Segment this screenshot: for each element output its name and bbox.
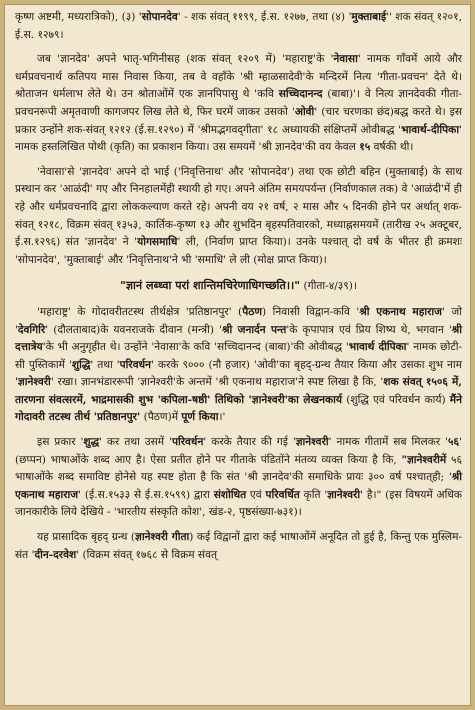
emphasis-text: ज्ञानेश्वरी [327,488,361,501]
para-2 [15,164,462,270]
emphasis-text: श्री जनार्दन पन्त [222,323,287,336]
body-text: ' नामक गीतामें सब मिलकर ' [328,436,449,449]
body-text: 'महाराष्ट्र' के गोदावरीतटस्थ तीर्थक्षेत्र 'प्रतिष्ठानपुर' ( [37,305,243,318]
body-text: ' - शक संवत् ११९९, ई.स. १२७७, तथा (४) ' [177,11,352,23]
emphasis-text: परिवर्धन [171,436,204,449]
body-text: ) कई विद्वानों द्वारा कई भाषाओंमें अनूदित तो हुई है, किन्तु एक मुस्लिम-संत ' [15,531,462,561]
emphasis-text: श्री दत्तात्रेय [15,323,462,354]
emphasis-text: नेवासा [333,53,358,66]
body-text: ' तथा ' [90,358,120,371]
body-text: यह प्रासादिक बृहद् ग्रन्थ ( [37,531,136,544]
emphasis-text: दीन-दरवेश [34,548,77,561]
emphasis-text: ओवी [294,105,315,118]
emphasis-text: शुद्ध [83,436,100,449]
emphasis-text: देवगिरि [17,323,46,336]
para-3 [15,304,462,427]
emphasis-text: ५६ [448,436,460,449]
emphasis-text: परिवर्धित [265,488,300,501]
body-text: ५६ भाषाओंके शब्द समाविष्ट होनेसे यह स्पष्ट होता है कि संत 'श्री ज्ञानदेव'की समाधिके प्रायः ३०० वर्ष पश्चात्‌ही; ' [15,453,463,484]
body-text: ' (विक्रम संवत् १७६८ से विक्रम संवत् [76,548,218,561]
verse-reference: (गीता-४/३९)। [300,280,357,293]
emphasis-text: १५ [359,141,371,154]
emphasis-text: सोपानदेव [141,11,178,23]
emphasis-text: योगसमाधि [137,236,178,249]
emphasis-text: मैंने गोदावरी तटस्थ तीर्थ 'प्रतिष्ठानपुर' [15,393,462,424]
para-0 [15,9,462,44]
emphasis-text: सच्चिदानन्द [278,88,323,101]
body-text: ' कर तथा उसमें ' [99,436,172,449]
body-text: ' नामक हस्तलिखित पोथी (कृति) का प्रकाशन किया। उस समयमें 'श्री ज्ञानदेव'की वय केवल [15,123,462,154]
document-page [4,4,471,706]
para-5 [15,529,462,564]
body-text: ' (दौलताबाद)के यवनराजके दीवान (मन्त्री) ' [45,323,222,336]
emphasis-text: ज्ञानेश्वरी गीता [135,531,190,544]
emphasis-text: मुक्ताबाई [351,11,387,23]
body-text: एवं [246,488,266,501]
para-1 [15,51,462,157]
body-text: इस प्रकार ' [37,436,84,449]
body-text: ' करके ९००० (नौ हजार) 'ओवी'का बृहद्-ग्रन्थ तैयार किया और उसका शुभ नाम ' [15,358,462,389]
emphasis-text: शक संवत् १५०६ में, तारणना संवत्सरमें, भाद्रमासकी शुभ 'कपिला-षष्ठी' तिथिको 'ज्ञानेश्वरी'का लेखनकार्य [15,376,462,406]
body-text: ' (चार चरणका छंद)बद्ध करते थे। इस प्रकार उन्होंने शक-संवत् १२१२ (ई.स.१२९०) में 'श्रीमद्भगवद्‌गीता' १८ अध्यायकी संक्षिप्तमें ओवीबद्ध ' [15,105,462,136]
body-text: ' जो ' [15,305,462,336]
emphasis-text: "ज्ञानेश्वरीमें [401,453,447,466]
emphasis-text: परिवर्धन [119,358,152,371]
body-text: ' नामक छोटी-सी पुस्तिकामें ' [15,341,463,371]
emphasis-text: श्री एकनाथ महाराज [15,471,462,501]
body-text: ' है।" (इस विषयमें अधिक जानकारीके लिये देखिये - 'भारतीय संस्कृति कोश', खंड-२, पृष्ठसंख्या-७३१)। [15,488,462,519]
body-text: ' (छप्पन) भाषाओंके शब्द आए है। ऐसा प्रतीत होने पर गीताके पंडितोंने मंतव्य व्यक्त किया है कि, [15,436,462,466]
emphasis-text: ज्ञानेश्वरी [17,376,51,389]
body-text: ) निवासी विद्वान-कवि ' [262,305,360,318]
body-text: ' ली, (निर्वाण प्राप्त किया)। उनके पश्चात् दो वर्ष के भीतर ही क्रमशः 'सोपानदेव', 'मुक्ताबाई' और 'निवृत्तिनाथ'ने भी 'समाधि' ले ली (मोक्ष प्राप्त किया)। [15,236,462,266]
emphasis-text: पूर्ण किया [181,411,219,424]
body-text: ' रखा। ज्ञानभंडाररूपी 'ज्ञानेश्वरी'के अन्तमें 'श्री एकनाथ महाराज'ने स्पष्ट लिखा है कि, ' [50,376,384,389]
body-text: ' करके तैयार की गई ' [203,436,296,449]
body-text: (पैठण)में [140,411,182,424]
body-text: कृष्ण अष्टमी, मध्यरात्रिको), (३) ' [15,11,142,23]
emphasis-text: संशोधित [213,488,247,501]
para-4 [15,434,462,522]
body-text: ' (ई.स.१५३३ से ई.स.१५९९) द्वारा [78,488,214,501]
body-text: जब 'ज्ञानदेव' अपने भातृ-भगिनीसह (शक संवत् १२०९ में) 'महाराष्ट्र'के ' [37,53,334,66]
body-text: (शुद्धि एवं परिवर्धन कार्य) [342,393,450,406]
emphasis-text: पैठण [242,305,263,318]
emphasis-text: भावार्थ-दीपिका [401,123,460,136]
body-text: 'के कृपापात्र एवं प्रिय शिष्य थे, भगवान ' [286,323,452,336]
body-text: वर्षकी थी। [370,141,414,154]
gita-verse [15,277,462,296]
emphasis-text: भावार्थ दीपिका [348,341,407,354]
emphasis-text: श्री एकनाथ महाराज [359,305,443,318]
verse-text: "ज्ञानं लब्ध्वा परां शान्तिमचिरेणाधिगच्छति।।" [120,278,301,293]
body-text: ।' [218,411,226,424]
body-text: 'के भी अनुगृहीत थे। उन्होंने 'नेवासा'के कवि 'सच्चिदानन्द (बाबा)'की ओवीबद्ध ' [42,341,349,354]
body-text: (बाबा)'। वे नित्य ज्ञानदेवकी गीता-प्रवचनरूपी अमृतवाणी कागजपर लिख लेते थे, फिर घरमें जाकर उसको ' [15,88,462,118]
body-text: 'नेवासा'से 'ज्ञानदेव' अपने दो भाई ('निवृत्तिनाथ' और 'सोपानदेव') तथा एक छोटी बहिन (मुक्ताबाई) के साथ प्रस्थान कर 'आळंदी' गए और निनहालमेंही स्थायी हो गए। अपने अंतिम समयपर्यन्त (निर्वाणकाल तक) वे 'आळंदी'में ही रहे और धर्मप्रवचनादि द्वारा लोककल्याण करते रहे। अपनी वय २१ वर्ष, २ मास और ५ दिनकी होने पर अर्थात् शक-संवत् १२१८, विक्रम संवत् १३५३, कार्तिक-कृष्ण १३ और शुभदिन बृहस्पतिवारको, मध्याह्नसमयमें (तारीख २५ अक्टूबर, ई.स.१२९६) संत 'ज्ञानदेव' ने ' [15,165,462,249]
emphasis-text: शुद्धि [71,358,91,371]
body-text: ' नामक गाँवमें आये और धर्मप्रवचनार्थ कतिपय मास निवास किया, तब वे वहाँके 'श्री म्हाळसादेवी'के मन्दिरमें नित्य 'गीता-प्रवचन' देते थे। श्रोताजन धर्मलाभ लेते थे। उन श्रोताओंमें एक ज्ञानपिपासु थे 'कवि [15,53,462,101]
body-text: '' शक संवत् १२०१, ई.स. १२७९। [15,11,462,41]
body-text: कृति ' [299,488,328,501]
emphasis-text: ज्ञानेश्वरी [295,436,329,449]
